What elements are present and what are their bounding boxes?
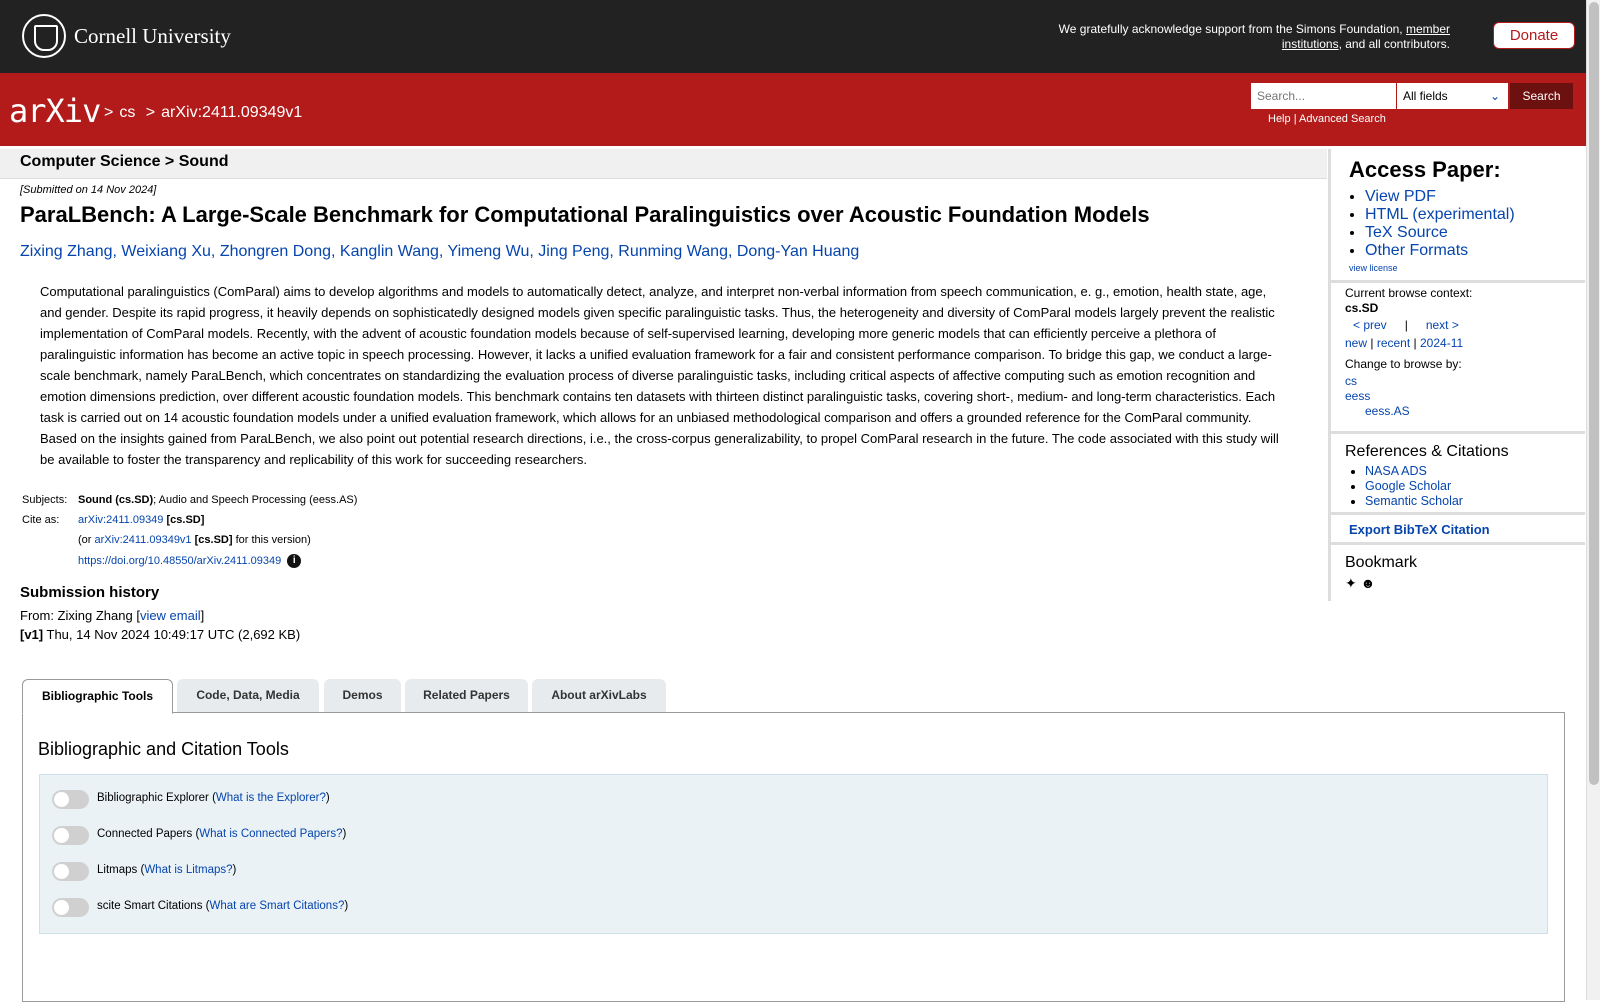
- author-link[interactable]: Weixiang Xu: [121, 243, 211, 260]
- tools-panel-title: Bibliographic and Citation Tools: [38, 739, 289, 759]
- cornell-header: [0, 0, 1586, 73]
- references-section: [1331, 437, 1585, 515]
- reddit-icon[interactable]: ☻: [1360, 575, 1376, 591]
- tab-bibliographic-tools[interactable]: Bibliographic Tools: [22, 679, 173, 714]
- bookmark-title: Bookmark: [1345, 554, 1418, 571]
- next-link[interactable]: next >: [1425, 318, 1459, 332]
- change-browse-label: Change to browse by:: [1345, 357, 1462, 371]
- tab-demos[interactable]: Demos: [324, 679, 401, 713]
- view-email-link[interactable]: view email: [139, 608, 201, 623]
- submission-from: From: Zixing Zhang [view email]: [20, 608, 205, 623]
- tab-related-papers[interactable]: Related Papers: [405, 679, 528, 713]
- search-field-select[interactable]: All fields ⌄: [1397, 83, 1508, 109]
- author-link[interactable]: Zixing Zhang: [20, 243, 113, 260]
- paper-title: ParaLBench: A Large-Scale Benchmark for Computational Paralinguistics over Acoustic Foundation Models: [20, 202, 1150, 227]
- tools-panel: [22, 712, 1565, 1002]
- month-link[interactable]: 2024-11: [1420, 336, 1464, 350]
- browse-eess-as-link[interactable]: eess.AS: [1365, 404, 1410, 418]
- semantic-scholar-link[interactable]: Semantic Scholar: [1365, 494, 1463, 508]
- bookmark-section: [1331, 548, 1585, 601]
- explorer-help-link[interactable]: What is the Explorer?: [215, 792, 326, 804]
- scite-toggle[interactable]: [52, 898, 89, 917]
- search-button[interactable]: Search: [1510, 83, 1573, 109]
- doi-link[interactable]: https://doi.org/10.48550/arXiv.2411.09349: [78, 554, 282, 567]
- new-link[interactable]: new: [1345, 336, 1368, 350]
- help-links: Help | Advanced Search: [1268, 113, 1386, 125]
- view-license-link[interactable]: view license: [1349, 263, 1398, 273]
- scrollbar[interactable]: [1586, 0, 1600, 1000]
- references-title: References & Citations: [1345, 443, 1509, 460]
- bibsonomy-icon[interactable]: ✦: [1345, 575, 1357, 591]
- author-link[interactable]: Jing Peng: [538, 243, 610, 260]
- breadcrumb-cs[interactable]: cs: [119, 104, 136, 121]
- category-title: Computer Science > Sound: [20, 153, 229, 170]
- scite-help-link[interactable]: What are Smart Citations?: [209, 900, 345, 912]
- subjects-label: Subjects:: [22, 494, 68, 506]
- access-paper-title: Access Paper:: [1349, 157, 1501, 182]
- cite-version-link[interactable]: arXiv:2411.09349v1: [94, 534, 192, 546]
- info-icon[interactable]: i: [287, 554, 301, 568]
- bibliographic-explorer-toggle[interactable]: [52, 790, 89, 809]
- browse-eess-link[interactable]: eess: [1345, 389, 1371, 403]
- sidebar: [1328, 149, 1585, 601]
- subjects-value: Sound (cs.SD); Audio and Speech Processing (eess.AS): [78, 494, 358, 506]
- donate-button[interactable]: Donate: [1493, 22, 1575, 49]
- support-notice: We gratefully acknowledge support from the Simons Foundation, member institutions, and all contributors.: [1058, 22, 1450, 51]
- help-link[interactable]: Help: [1268, 113, 1291, 125]
- nasa-ads-link[interactable]: NASA ADS: [1365, 464, 1427, 478]
- breadcrumb: > cs > arXiv:2411.09349v1: [104, 104, 303, 121]
- submitted-date: [Submitted on 14 Nov 2024]: [20, 184, 157, 196]
- context-value: cs.SD: [1345, 301, 1379, 315]
- cornell-brand[interactable]: Cornell University: [74, 24, 231, 48]
- recent-link[interactable]: recent: [1376, 336, 1411, 350]
- tools-box: Bibliographic Explorer (What is the Explorer?) Connected Papers (What is Connected Papers?) Litmaps (What is Litmaps?) scite Smart Citations (What are Smart Citations?): [39, 774, 1548, 934]
- view-pdf-link[interactable]: View PDF: [1365, 188, 1436, 205]
- category-header: [0, 149, 1327, 179]
- connected-papers-toggle[interactable]: [52, 826, 89, 845]
- tex-source-link[interactable]: TeX Source: [1365, 224, 1448, 241]
- arxiv-logo[interactable]: arXiv: [9, 92, 101, 130]
- advanced-search-link[interactable]: Advanced Search: [1299, 113, 1386, 125]
- google-scholar-link[interactable]: Google Scholar: [1365, 479, 1452, 493]
- export-bibtex-link[interactable]: Export BibTeX Citation: [1349, 522, 1490, 537]
- scrollbar-thumb[interactable]: [1589, 2, 1599, 785]
- abstract: Computational paralinguistics (ComParal) aims to develop algorithms and models to automatically detect, analyze, and interpret non-verbal information from speech communication, e. g., emotion, health state, age, and gender. Despite its rapid progress, it heavily depends on sophisticatedly designed models given specific paralinguistic tasks. Thus, the heterogeneity and diversity of ComParal models largely prevent the realistic implementation of ComParal models. Recently, with the advent of acoustic foundation models because of self-supervised learning, developing more generic models that can efficiently perceive a plethora of paralinguistic information has become an active topic in speech processing. However, it lacks a unified evaluation framework for a fair and consistent performance comparison. To bridge this gap, we conduct a large-scale benchmark, namely ParaLBench, which concentrates on standardizing the evaluation process of diverse paralinguistic tasks, including critical aspects of affective computing such as emotion recognition and emotion dimensions prediction, over different acoustic foundation models. This benchmark contains ten datasets with thirteen distinct paralinguistic tasks, covering short-, medium- and long-term characteristics. Each task is carried out on 14 acoustic foundation models under a unified evaluation framework, which allows for an unbiased methodological comparison and offers a grounded reference for the ComParal community. Based on the insights gained from ParaLBench, we also point out potential research directions, i.e., the cross-corpus generalizability, to propel ComParal research in the future. The code associated with this study will be available to foster the transparency and replicability of this work for succeeding researchers.: [40, 284, 1279, 467]
- access-paper-section: [1331, 149, 1585, 283]
- context-label: Current browse context:: [1345, 286, 1473, 300]
- author-link[interactable]: Dong-Yan Huang: [736, 243, 860, 260]
- cite-id-link[interactable]: arXiv:2411.09349: [78, 514, 164, 526]
- litmaps-toggle[interactable]: [52, 862, 89, 881]
- author-link[interactable]: Yimeng Wu: [447, 243, 530, 260]
- connected-papers-help-link[interactable]: What is Connected Papers?: [199, 828, 343, 840]
- author-link[interactable]: Zhongren Dong: [219, 243, 331, 260]
- search-input[interactable]: Search...: [1251, 83, 1396, 109]
- author-list: Zixing Zhang, Weixiang Xu, Zhongren Dong, Kanglin Wang, Yimeng Wu, Jing Peng, Runming Wang, Dong-Yan Huang: [20, 243, 860, 260]
- version-entry: [v1] Thu, 14 Nov 2024 10:49:17 UTC (2,692 KB): [20, 627, 301, 642]
- tab-code-data-media[interactable]: Code, Data, Media: [177, 679, 319, 713]
- tab-about-arxivlabs[interactable]: About arXivLabs: [532, 679, 666, 713]
- browse-cs-link[interactable]: cs: [1345, 374, 1357, 388]
- arxiv-nav-bar: [0, 73, 1586, 146]
- breadcrumb-paper-id: arXiv:2411.09349v1: [161, 104, 303, 121]
- browse-context-section: Current browse context: cs.SD < prev | next > new | recent | 2024-11 Change to browse by: cs eess eess.AS: [1331, 286, 1585, 434]
- author-link[interactable]: Kanglin Wang: [339, 243, 439, 260]
- submission-history-title: Submission history: [20, 584, 160, 601]
- html-link[interactable]: HTML (experimental): [1365, 206, 1515, 223]
- other-formats-link[interactable]: Other Formats: [1365, 242, 1469, 259]
- bibtex-section: [1331, 518, 1585, 545]
- author-link[interactable]: Runming Wang: [618, 243, 728, 260]
- prev-link[interactable]: < prev: [1353, 318, 1387, 332]
- cornell-seal-icon[interactable]: [22, 14, 66, 58]
- member-institutions-link[interactable]: member institutions: [1281, 22, 1450, 51]
- cite-label: Cite as:: [22, 514, 60, 526]
- litmaps-help-link[interactable]: What is Litmaps?: [144, 864, 233, 876]
- chevron-down-icon: ⌄: [1489, 89, 1500, 103]
